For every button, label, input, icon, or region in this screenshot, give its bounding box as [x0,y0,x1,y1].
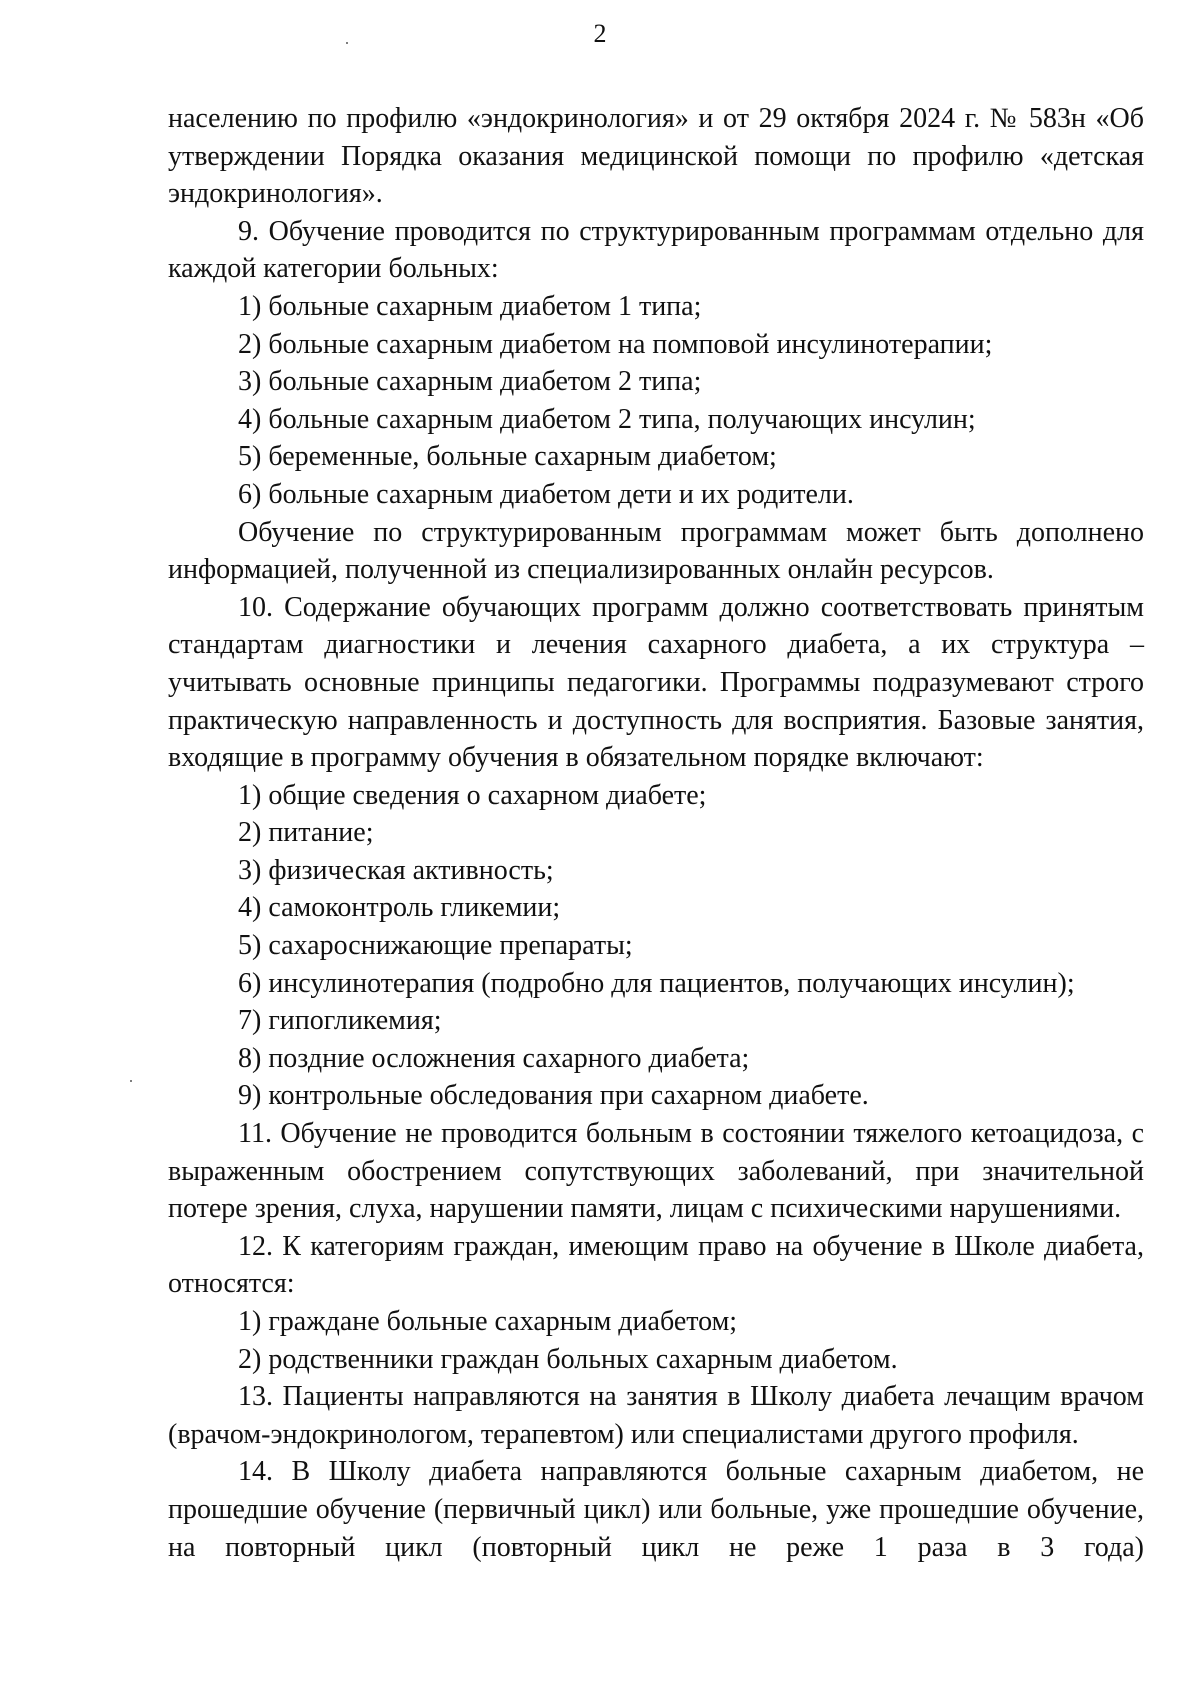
clause-12-list [168,1303,1144,1378]
list-item: 7) гипогликемия; [238,1005,442,1037]
list-item: 8) поздние осложнения сахарного диабета; [238,1042,750,1074]
document-body [168,100,1144,1566]
list-item: 1) граждане больные сахарным диабетом; [238,1306,738,1337]
list-item: 1) общие сведения о сахарном диабете; [238,779,707,811]
page-number: 2 [593,19,607,48]
scan-speck [346,42,348,44]
list-item: 5) сахароснижающие препараты; [238,930,633,962]
clause-10: 10. Содержание обучающих программ должно соответствовать принятым стандартам диагностики и лечения сахарного диабета, а их структура – учитывать основные принципы педагогики. Программы подразумевают строго практическую направленность и доступность для восприятия. Базовые занятия, входящие в программу обучения в обязательном порядке включают: [168,591,1144,774]
list-item: 2) родственники граждан больных сахарным диабетом. [238,1343,898,1375]
list-item: 4) самоконтроль гликемии; [238,892,561,924]
clause-10-list [168,777,1144,1115]
list-item: 4) больные сахарным диабетом 2 типа, получающих инсулин; [238,403,976,435]
list-item: 5) беременные, больные сахарным диабетом; [238,441,777,473]
clause-11: 11. Обучение не проводится больным в состоянии тяжелого кетоацидоза, с выраженным обострением сопутствующих заболеваний, при значительной потере зрения, слуха, нарушении памяти, лицам с психическими нарушениями. [168,1118,1144,1225]
list-item: 6) инсулинотерапия (подробно для пациентов, получающих инсулин); [238,967,1075,999]
list-item: 9) контрольные обследования при сахарном диабете. [238,1080,869,1112]
clause-13: 13. Пациенты направляются на занятия в Школу диабета лечащим врачом (врачом-эндокринологом, терапевтом) или специалистами другого профиля. [168,1381,1144,1450]
list-item: 3) больные сахарным диабетом 2 типа; [238,366,702,398]
list-item: 1) больные сахарным диабетом 1 типа; [238,290,702,322]
list-item: 2) больные сахарным диабетом на помповой инсулинотерапии; [238,328,993,360]
intro-paragraph: населению по профилю «эндокринология» и от 29 октября 2024 г. № 583н «Об утверждении Порядка оказания медицинской помощи по профилю «детская эндокринология». [168,103,1144,210]
clause-12: 12. К категориям граждан, имеющим право на обучение в Школе диабета, относятся: [168,1230,1144,1300]
list-item: 2) питание; [238,817,374,849]
clause-9-list [168,288,1144,514]
list-item: 3) физическая активность; [238,854,554,886]
clause-9-note: Обучение по структурированным программам может быть дополнено информацией, полученной из специализированных онлайн ресурсов. [168,516,1144,586]
clause-14: 14. В Школу диабета направляются больные сахарным диабетом, не прошедшие обучение (первичный цикл) или больные, уже прошедшие обучение, на повторный цикл (повторный цикл не реже 1 раза в 3 года) [168,1456,1144,1563]
scan-speck [130,1080,132,1082]
clause-9: 9. Обучение проводится по структурированным программам отдельно для каждой категории больных: [168,215,1144,285]
list-item: 6) больные сахарным диабетом дети и их родители. [238,478,854,510]
